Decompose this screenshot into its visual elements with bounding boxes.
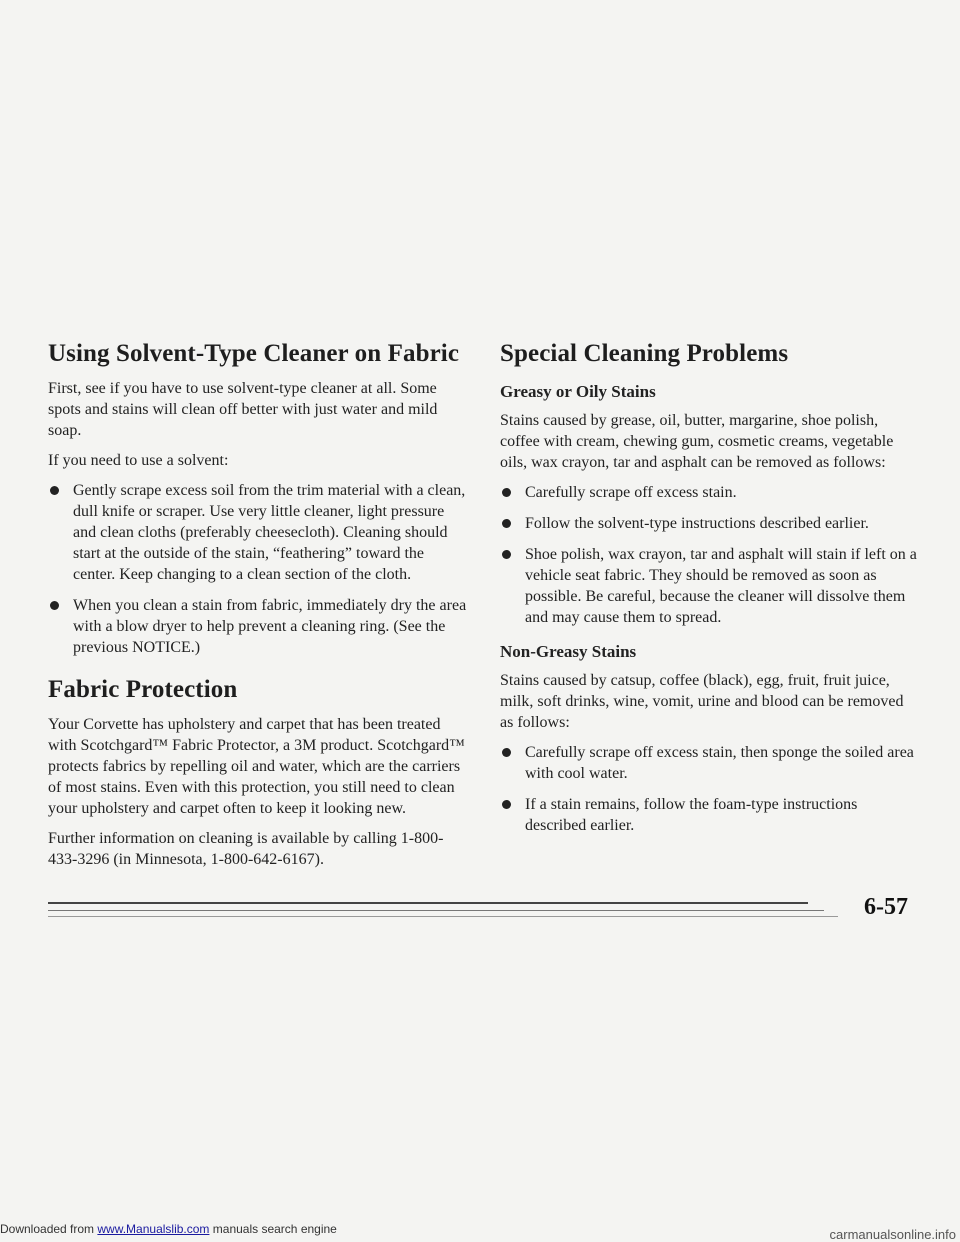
list-item: Carefully scrape off excess stain.	[500, 482, 920, 503]
paragraph: Stains caused by grease, oil, butter, margarine, shoe polish, coffee with cream, chewing gum, cosmetic creams, vegetable oils, wax crayon, tar and asphalt can be removed as follows:	[500, 412, 894, 471]
section-title-fabric-protection: Fabric Protection	[48, 676, 238, 703]
bullet-list	[500, 482, 920, 628]
list-item: Gently scrape excess soil from the trim material with a clean, dull knife or scraper. Use very little cleaner, light pressure and clean cloths (preferably cheesecloth). Cleaning should start at the outside of the stain, “feathering” toward the center. Keep changing to a clean section of the cloth.	[48, 480, 468, 585]
left-column	[48, 340, 468, 879]
watermark: carmanualsonline.info	[829, 1227, 956, 1242]
download-footer: Downloaded from www.Manualslib.com manuals search engine	[0, 1222, 337, 1236]
list-item: If a stain remains, follow the foam-type instructions described earlier.	[500, 794, 920, 836]
bullet-icon	[502, 550, 511, 559]
bullet-icon	[502, 800, 511, 809]
page-number: 6-57	[864, 894, 908, 920]
bullet-list	[48, 480, 468, 658]
section-title-special-cleaning: Special Cleaning Problems	[500, 340, 789, 367]
manualslib-link[interactable]: www.Manualslib.com	[97, 1222, 210, 1236]
bullet-list	[500, 742, 920, 836]
footer-rule	[48, 916, 838, 917]
footer-rule	[48, 902, 808, 904]
bullet-icon	[50, 486, 59, 495]
bullet-icon	[502, 748, 511, 757]
paragraph: Stains caused by catsup, coffee (black), egg, fruit, fruit juice, milk, soft drinks, wine, vomit, urine and blood can be removed as follows:	[500, 672, 904, 731]
bullet-icon	[50, 601, 59, 610]
subsection-title-non-greasy-stains: Non-Greasy Stains	[500, 642, 637, 661]
paragraph: If you need to use a solvent:	[48, 452, 229, 469]
paragraph: Your Corvette has upholstery and carpet that has been treated with Scotchgard™ Fabric Protector, a 3M product. Scotchgard™ protects fabrics by repelling oil and water, which are the carriers of most stains. Even with this protection, you still need to clean your upholstery and carpet often to keep it looking new.	[48, 716, 465, 817]
right-column	[500, 340, 920, 846]
bullet-icon	[502, 488, 511, 497]
list-item: Follow the solvent-type instructions described earlier.	[500, 513, 920, 534]
paragraph: First, see if you have to use solvent-type cleaner at all. Some spots and stains will clean off better with just water and mild soap.	[48, 380, 438, 439]
section-title-solvent-cleaner: Using Solvent-Type Cleaner on Fabric	[48, 340, 460, 367]
list-item: Shoe polish, wax crayon, tar and asphalt will stain if left on a vehicle seat fabric. They should be removed as soon as possible. Be careful, because the cleaner will dissolve them and may cause them to spread.	[500, 544, 920, 628]
list-item: Carefully scrape off excess stain, then sponge the soiled area with cool water.	[500, 742, 920, 784]
list-item: When you clean a stain from fabric, immediately dry the area with a blow dryer to help prevent a cleaning ring. (See the previous NOTICE.)	[48, 595, 468, 658]
subsection-title-greasy-stains: Greasy or Oily Stains	[500, 382, 656, 401]
bullet-icon	[502, 519, 511, 528]
paragraph: Further information on cleaning is available by calling 1-800-433-3296 (in Minnesota, 1-800-642-6167).	[48, 830, 444, 868]
footer-rule	[48, 910, 824, 911]
